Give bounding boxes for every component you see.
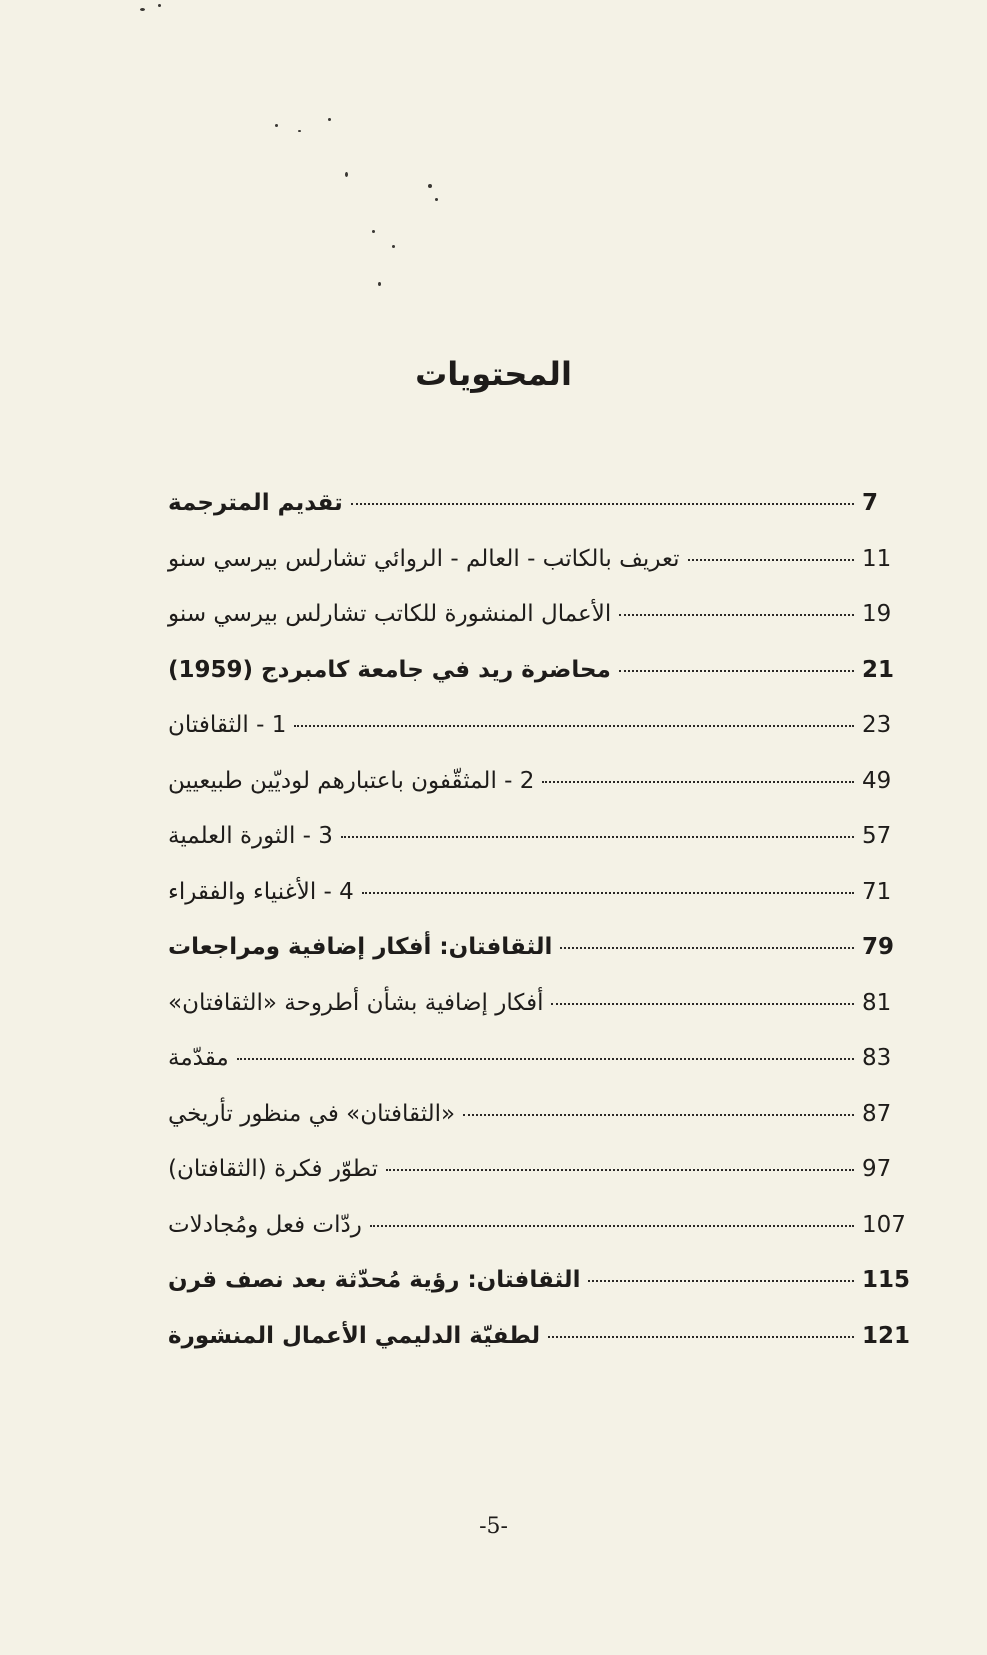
toc-entry-page: 11: [862, 545, 892, 572]
toc-entry-title: الثقافتان: رؤية مُحدّثة بعد نصف قرن: [168, 1267, 581, 1293]
toc-entry: [168, 1323, 914, 1379]
toc-entry-title: تطوّر فكرة (الثقافتان): [168, 1156, 379, 1182]
paper-speck: [158, 4, 161, 7]
toc-entry-page: 97: [862, 1156, 892, 1182]
toc-entry-title: تقديم المترجمة: [168, 490, 343, 516]
toc-entry-page: 57: [862, 823, 892, 849]
contents-heading: المحتويات: [415, 355, 572, 393]
paper-speck: [298, 130, 301, 132]
toc-entry-page: 19: [862, 601, 892, 627]
toc-entry: [168, 990, 914, 1046]
toc-entry-title: 4 - الأغنياء والفقراء: [168, 878, 354, 905]
paper-speck: [372, 230, 375, 233]
toc-entry-title: ردّات فعل ومُجادلات: [168, 1211, 362, 1238]
paper-speck: [328, 118, 331, 121]
toc-entry-page: 7: [862, 490, 879, 516]
toc-entry-page: 71: [862, 878, 892, 905]
toc-entry-title: الثقافتان: أفكار إضافية ومراجعات: [168, 934, 553, 960]
paper-speck: [378, 282, 381, 286]
paper-speck: [435, 198, 438, 201]
toc-entry-page: 23: [862, 712, 892, 738]
paper-speck: [140, 8, 145, 11]
toc-entry: [168, 768, 914, 824]
toc-entry-page: 21: [862, 656, 895, 683]
dot-leader: [560, 947, 854, 949]
toc-entry: [168, 601, 914, 657]
dot-leader: [688, 559, 854, 561]
dot-leader: [551, 1003, 854, 1005]
dot-leader: [548, 1336, 854, 1338]
dot-leader: [542, 781, 854, 783]
toc-entry-title: «الثقافتان» في منظور تأريخي: [168, 1100, 456, 1127]
toc-entry: [168, 657, 914, 713]
toc-entry-page: 87: [862, 1100, 892, 1127]
paper-speck: [392, 245, 395, 248]
toc-entry: [168, 1101, 914, 1157]
toc-entry-page: 115: [862, 1267, 911, 1293]
table-of-contents: [168, 490, 914, 1378]
toc-entry: [168, 1267, 914, 1323]
paper-speck: [428, 184, 432, 188]
toc-entry-title: محاضرة ريد في جامعة كامبردج (1959): [168, 656, 611, 683]
dot-leader: [588, 1280, 854, 1282]
toc-entry: [168, 712, 914, 768]
paper-speck: [275, 124, 278, 127]
toc-entry: [168, 823, 914, 879]
toc-entry-title: مقدّمة: [168, 1045, 229, 1071]
toc-entry: [168, 1156, 914, 1212]
toc-entry: [168, 879, 914, 935]
toc-entry: [168, 546, 914, 602]
toc-entry: [168, 490, 914, 546]
toc-entry-page: 81: [862, 989, 892, 1016]
toc-entry-title: تعريف بالكاتب - العالم - الروائي تشارلس بيرسي سنو: [168, 545, 680, 572]
toc-entry-title: 3 - الثورة العلمية: [168, 823, 333, 849]
dot-leader: [237, 1058, 854, 1060]
toc-entry-page: 121: [862, 1322, 911, 1349]
toc-entry: [168, 934, 914, 990]
toc-entry-title: لطفيّة الدليمي الأعمال المنشورة: [168, 1322, 541, 1349]
toc-entry-title: الأعمال المنشورة للكاتب تشارلس بيرسي سنو: [168, 601, 612, 627]
toc-entry-title: أفكار إضافية بشأن أطروحة «الثقافتان»: [168, 989, 544, 1016]
paper-speck: [345, 172, 348, 177]
toc-entry-title: 2 - المثقّفون باعتبارهم لوديّين طبيعيين: [168, 767, 535, 794]
dot-leader: [386, 1169, 854, 1171]
dot-leader: [294, 725, 854, 727]
dot-leader: [463, 1114, 854, 1116]
dot-leader: [341, 836, 854, 838]
dot-leader: [619, 670, 854, 672]
toc-entry-title: 1 - الثقافتان: [168, 712, 287, 738]
toc-entry-page: 79: [862, 934, 895, 960]
dot-leader: [370, 1225, 854, 1227]
dot-leader: [362, 892, 854, 894]
toc-entry-page: 49: [862, 767, 892, 794]
page-number: -5-: [479, 1514, 508, 1539]
dot-leader: [351, 503, 854, 505]
toc-entry: [168, 1045, 914, 1101]
dot-leader: [619, 614, 854, 616]
toc-entry: [168, 1212, 914, 1268]
toc-entry-page: 83: [862, 1045, 892, 1071]
toc-entry-page: 107: [862, 1211, 906, 1238]
